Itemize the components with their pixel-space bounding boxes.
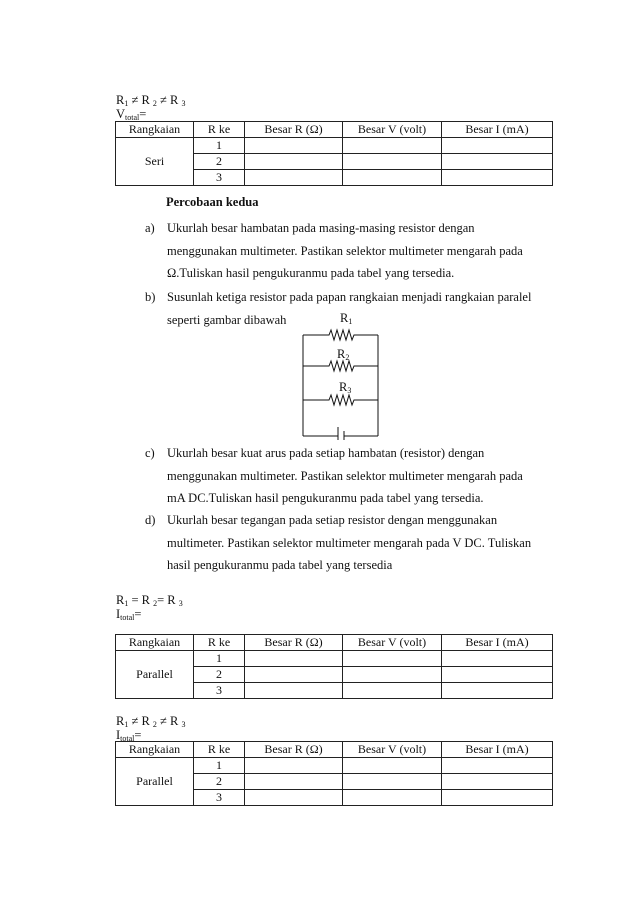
table-parallel-unequal — [115, 741, 553, 806]
total-sub: total — [120, 613, 135, 622]
empty-cell — [343, 774, 442, 790]
condition-3 — [116, 714, 186, 729]
header-r-ke: R ke — [194, 122, 245, 138]
cond-text: ≠ R — [128, 93, 153, 107]
table-header-row — [116, 122, 553, 138]
item-label: c) — [145, 446, 155, 460]
cond-sub: 3 — [178, 599, 183, 608]
cond-sub: 1 — [124, 599, 129, 608]
header-besar-v: Besar V (volt) — [343, 742, 442, 758]
header-besar-i: Besar I (mA) — [442, 635, 553, 651]
table-header-row — [116, 742, 553, 758]
cond-sub: 3 — [181, 99, 186, 108]
item-line: Ukurlah besar tegangan pada setiap resistor dengan menggunakan — [167, 513, 498, 527]
r-ke-cell: 2 — [194, 667, 245, 683]
header-besar-r: Besar R (Ω) — [245, 635, 343, 651]
header-besar-v: Besar V (volt) — [343, 122, 442, 138]
table-seri — [115, 121, 553, 186]
cond-text: ≠ R — [128, 714, 153, 728]
total-1 — [116, 107, 146, 122]
empty-cell — [442, 170, 553, 186]
empty-cell — [245, 138, 343, 154]
item-label: d) — [145, 513, 156, 527]
total-eq: = — [134, 728, 142, 742]
condition-2 — [116, 593, 183, 608]
resistor-r1 — [303, 330, 378, 340]
total-eq: = — [139, 107, 147, 121]
empty-cell — [245, 758, 343, 774]
table-header-row — [116, 635, 553, 651]
table-row — [116, 138, 553, 154]
header-r-ke: R ke — [194, 742, 245, 758]
item-line: menggunakan multimeter. Pastikan selektor multimeter mengarah pada — [167, 468, 523, 483]
cond-sub: 2 — [153, 599, 158, 608]
empty-cell — [245, 790, 343, 806]
item-line: Ukurlah besar hambatan pada masing-masing resistor dengan — [167, 221, 475, 235]
empty-cell — [442, 758, 553, 774]
item-line: Ω.Tuliskan hasil pengukuranmu pada tabel yang tersedia. — [167, 266, 455, 280]
total-label: I — [116, 607, 121, 621]
table-row — [116, 651, 553, 667]
cond-sub: 3 — [181, 720, 186, 729]
item-line: hasil pengukuranmu pada tabel yang tersedia — [167, 558, 393, 572]
item-line: Susunlah ketiga resistor pada papan rangkaian menjadi rangkaian paralel — [167, 290, 532, 304]
table-row — [116, 758, 553, 774]
label-r2 — [337, 347, 349, 362]
empty-cell — [343, 758, 442, 774]
total-sub: total — [120, 734, 135, 743]
empty-cell — [442, 667, 553, 683]
group-cell: Seri — [116, 138, 194, 186]
total-2 — [116, 607, 141, 622]
header-besar-r: Besar R (Ω) — [245, 122, 343, 138]
r3-sub: 3 — [347, 386, 352, 395]
header-rangkaian: Rangkaian — [116, 742, 194, 758]
parallel-circuit-diagram — [296, 310, 396, 440]
empty-cell — [245, 154, 343, 170]
item-line: Ukurlah besar kuat arus pada setiap hambatan (resistor) dengan — [167, 446, 485, 460]
header-besar-i: Besar I (mA) — [442, 742, 553, 758]
cond-sub: 2 — [152, 720, 157, 729]
table-parallel-equal — [115, 634, 553, 699]
empty-cell — [442, 651, 553, 667]
item-line: seperti gambar dibawah — [167, 312, 287, 327]
total-sub: total — [125, 113, 140, 122]
header-besar-v: Besar V (volt) — [343, 635, 442, 651]
empty-cell — [343, 154, 442, 170]
total-label: I — [116, 728, 121, 742]
r2-letter: R — [337, 347, 346, 361]
empty-cell — [245, 667, 343, 683]
resistor-r2 — [303, 361, 378, 371]
empty-cell — [245, 170, 343, 186]
r-ke-cell: 3 — [194, 683, 245, 699]
r2-sub: 2 — [345, 353, 350, 362]
cond-text: R — [116, 593, 125, 607]
total-eq: = — [134, 607, 142, 621]
header-besar-r: Besar R (Ω) — [245, 742, 343, 758]
empty-cell — [343, 138, 442, 154]
item-label: b) — [145, 290, 156, 304]
cond-text: = R — [128, 593, 154, 607]
r-ke-cell: 2 — [194, 154, 245, 170]
group-cell: Parallel — [116, 758, 194, 806]
cond-text: ≠ R — [156, 714, 182, 728]
empty-cell — [343, 170, 442, 186]
r1-letter: R — [340, 311, 349, 325]
condition-1 — [116, 93, 186, 108]
resistor-r3 — [303, 395, 378, 405]
r-ke-cell: 1 — [194, 758, 245, 774]
header-r-ke: R ke — [194, 635, 245, 651]
item-line: multimeter. Pastikan selektor multimeter mengarah pada V DC. Tuliskan — [167, 535, 532, 550]
cond-sub: 1 — [124, 720, 129, 729]
r-ke-cell: 3 — [194, 170, 245, 186]
cond-text: = R — [157, 593, 179, 607]
empty-cell — [343, 667, 442, 683]
empty-cell — [442, 774, 553, 790]
cond-text: ≠ R — [156, 93, 182, 107]
r-ke-cell: 1 — [194, 138, 245, 154]
r-ke-cell: 1 — [194, 651, 245, 667]
item-line: menggunakan multimeter. Pastikan selektor multimeter mengarah pada — [167, 243, 523, 258]
empty-cell — [245, 651, 343, 667]
header-rangkaian: Rangkaian — [116, 122, 194, 138]
r-ke-cell: 3 — [194, 790, 245, 806]
empty-cell — [442, 683, 553, 699]
item-line: mA DC.Tuliskan hasil pengukuranmu pada tabel yang tersedia. — [167, 491, 484, 505]
group-cell: Parallel — [116, 651, 194, 699]
cond-sub: 1 — [124, 99, 129, 108]
empty-cell — [343, 790, 442, 806]
header-besar-i: Besar I (mA) — [442, 122, 553, 138]
label-r1 — [340, 311, 352, 326]
section-title: Percobaan kedua — [166, 195, 259, 209]
empty-cell — [442, 790, 553, 806]
empty-cell — [343, 651, 442, 667]
total-label: V — [116, 107, 126, 121]
r-ke-cell: 2 — [194, 774, 245, 790]
label-r3 — [339, 380, 351, 395]
cond-text: R — [116, 93, 125, 107]
r1-sub: 1 — [348, 317, 353, 326]
item-label: a) — [145, 221, 155, 235]
empty-cell — [245, 774, 343, 790]
header-rangkaian: Rangkaian — [116, 635, 194, 651]
empty-cell — [442, 154, 553, 170]
empty-cell — [343, 683, 442, 699]
empty-cell — [442, 138, 553, 154]
r3-letter: R — [339, 380, 348, 394]
cond-text: R — [116, 714, 125, 728]
empty-cell — [245, 683, 343, 699]
cond-sub: 2 — [152, 99, 157, 108]
